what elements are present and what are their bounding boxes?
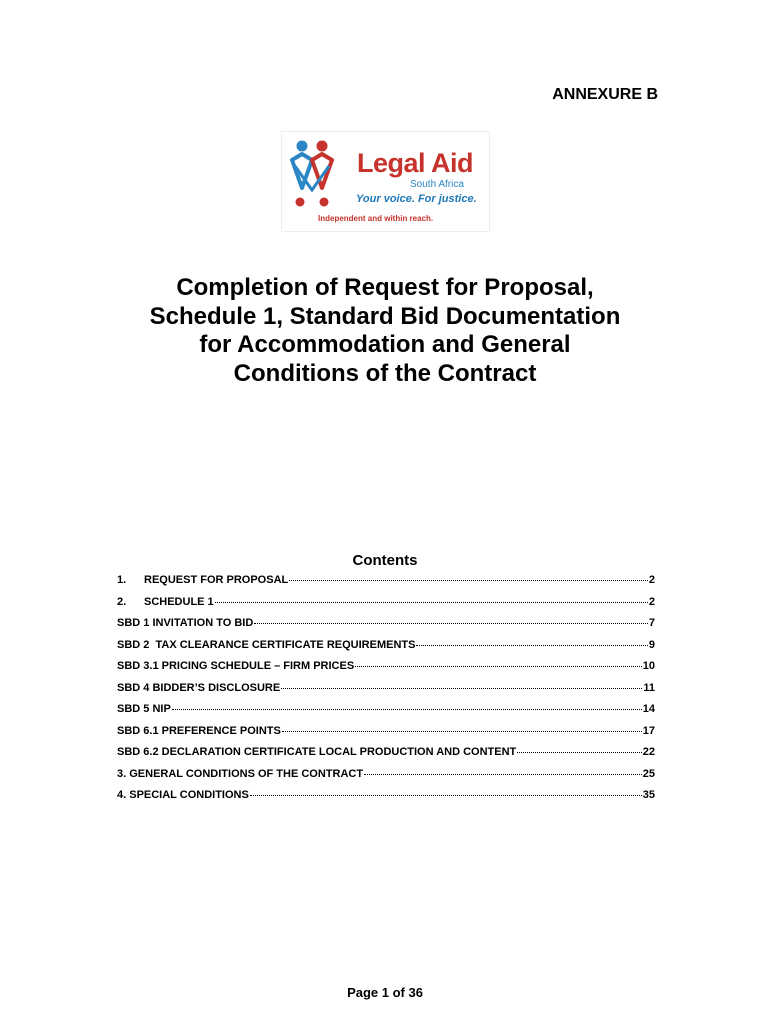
toc-entry-page: 11: [643, 681, 655, 694]
title-line: for Accommodation and General: [199, 331, 571, 358]
toc-entry-sbd-1[interactable]: [117, 617, 655, 639]
logo-region: South Africa: [410, 179, 464, 190]
toc-entry-title: SBD 6.1 PREFERENCE POINTS: [117, 724, 281, 737]
title-line: Completion of Request for Proposal,: [176, 274, 594, 301]
toc-entry-title: SBD 4 BIDDER’S DISCLOSURE: [117, 681, 281, 694]
toc-dot-leader: [172, 709, 642, 710]
toc-entry-title: SBD 6.2 DECLARATION CERTIFICATE LOCAL PRODUCTION AND CONTENT: [117, 746, 517, 758]
document-title: [0, 274, 770, 388]
toc-entry-sbd-4[interactable]: [117, 682, 655, 704]
toc-dot-leader: [517, 752, 641, 753]
toc-entry-title: 3. GENERAL CONDITIONS OF THE CONTRACT: [117, 767, 364, 780]
annexure-label: ANNEXURE B: [552, 86, 658, 103]
title-line: Conditions of the Contract: [233, 359, 537, 387]
toc-entry-page: 17: [642, 724, 655, 737]
toc-entry-special-conditions[interactable]: [117, 789, 655, 811]
toc-entry-general-conditions[interactable]: [117, 768, 655, 790]
toc-entry-sbd-3-1[interactable]: [117, 660, 655, 682]
toc-entry-sbd-6-2[interactable]: [117, 746, 655, 768]
toc-entry-title: SBD 3.1 PRICING SCHEDULE – FIRM PRICES: [117, 660, 355, 672]
toc-dot-leader: [282, 731, 642, 732]
toc-entry-page: 14: [642, 703, 655, 715]
logo-name: Legal Aid: [357, 148, 474, 178]
toc-dot-leader: [416, 645, 647, 646]
toc-entry-page: 10: [642, 660, 655, 672]
toc-entry-sbd-6-1[interactable]: [117, 725, 655, 747]
table-of-contents: [117, 574, 655, 811]
toc-entry-page: 22: [642, 746, 655, 758]
toc-dot-leader: [215, 602, 648, 603]
toc-entry-title: SBD 5 NIP: [117, 703, 171, 715]
contents-heading: Contents: [352, 552, 418, 569]
toc-dot-leader: [364, 774, 642, 775]
toc-entry-sbd-2[interactable]: [117, 639, 655, 661]
page-number: Page 1 of 36: [347, 985, 423, 1000]
logo-tagline: Independent and within reach.: [318, 214, 434, 223]
toc-entry-page: 7: [648, 617, 655, 629]
toc-entry-page: 2: [648, 574, 655, 586]
toc-entry-page: 2: [648, 595, 655, 608]
toc-entry-request-for-proposal[interactable]: [117, 574, 655, 596]
toc-entry-number: 2.: [117, 595, 127, 608]
toc-entry-title: SCHEDULE 1: [144, 595, 214, 608]
toc-entry-title: 4. SPECIAL CONDITIONS: [117, 789, 249, 801]
toc-entry-title: SBD 1 INVITATION TO BID: [117, 617, 254, 629]
toc-dot-leader: [281, 688, 642, 689]
toc-dot-leader: [254, 623, 648, 624]
title-line: Schedule 1, Standard Bid Documentation: [149, 302, 621, 330]
toc-entry-page: 9: [648, 638, 655, 651]
toc-dot-leader: [289, 580, 648, 581]
toc-entry-schedule-1[interactable]: [117, 596, 655, 618]
toc-entry-number: 1.: [117, 574, 127, 586]
toc-entry-title: REQUEST FOR PROPOSAL: [144, 574, 289, 586]
toc-entry-page: 25: [642, 767, 655, 780]
toc-dot-leader: [355, 666, 642, 667]
toc-entry-page: 35: [642, 789, 655, 801]
toc-entry-title: SBD 2 TAX CLEARANCE CERTIFICATE REQUIREMENTS: [117, 638, 416, 651]
legal-aid-logo: [281, 131, 490, 232]
logo-slogan: Your voice. For justice.: [356, 193, 477, 205]
toc-dot-leader: [250, 795, 642, 796]
toc-entry-sbd-5[interactable]: [117, 703, 655, 725]
